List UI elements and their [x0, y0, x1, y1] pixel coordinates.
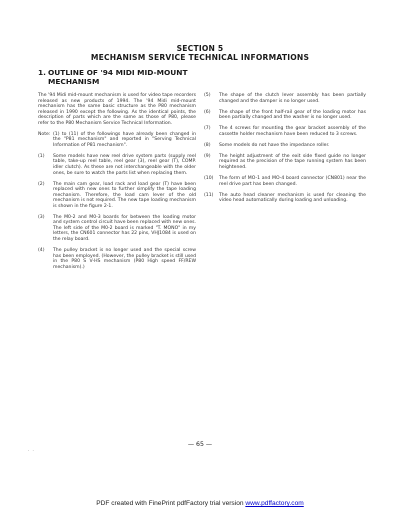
item-text: The M0-2 and M0-3 boards for between the loading motor and system control circuit have been replaced with new ones. The left side of the M0-2 board is marked "T. MONO" in my letters, the CN601 connector has 22 pins, VHJ1084 is used on the relay board.: [53, 214, 196, 243]
note-text: (1) to (11) of the followings have already been changed in the "P81 mechanism" and reported in "Serving Technical Information of P81 mechanism".: [53, 131, 196, 148]
item-label: (6): [204, 109, 211, 115]
item-text: The 4 screws for mounting the gear bracket assembly of the cassette holder mechanism have been reduced to 3 screws.: [219, 126, 366, 137]
list-item: [38, 248, 196, 270]
item-text: The shape of the clutch lever assembly has been partially changed and the damper is no longer used.: [219, 93, 366, 104]
footer-link[interactable]: www.pdffactory.com: [245, 500, 304, 507]
section-title: MECHANISM SERVICE TECHNICAL INFORMATIONS: [90, 53, 310, 62]
item-text: The height adjustment of the exit side fixed guide no longer required as the precision of the tape running system has been heightened.: [219, 153, 366, 170]
note-label: Note:: [38, 131, 51, 137]
outline-heading-text: OUTLINE OF '94 MIDI MID-MOUNT MECHANISM: [48, 68, 188, 86]
item-text: The auto head cleaner mechanism is used for cleaning the video head automatically during loading and unloading.: [219, 192, 366, 204]
item-label: (3): [38, 214, 45, 220]
item-text: Some models have new reel drive system parts (supply reel table, take-up reel table, reel gear (3), reel gear (T), COMP. idler clutch). As these are not interchangeable with the older ones, be sure to watch the parts list when replacing them.: [53, 153, 196, 176]
list-item: [204, 93, 366, 104]
scan-speck-mark: · ·: [28, 448, 35, 453]
intro-paragraph: The '94 Midi mid-mount mechanism is used for video tape recorders released as new products of 1994. The '94 Midi mid-mount mechanism has the same basic structure as the P80 mechanism released in 1990 except the following. As the identical points, the description of parts which are the same as those of P80, please refer to the P80 Mechanism Service Technical Information.: [38, 93, 196, 126]
list-item: [38, 182, 196, 210]
list-item: [204, 154, 366, 171]
item-label: (8): [204, 142, 211, 148]
item-text: Some models do not have the impedance roller.: [219, 142, 330, 148]
list-item: [38, 154, 196, 176]
item-label: (9): [204, 153, 211, 159]
item-label: (7): [204, 126, 211, 132]
page-number: — 65 —: [187, 441, 213, 448]
list-item: [38, 215, 196, 243]
item-text: The pulley bracket is no longer used and the special screw has been employed. (However, the pulley bracket is still used in the P80 S V-HS mechanism (P80 High speed FF/REW mechanism).): [53, 248, 196, 270]
item-label: (2): [38, 181, 45, 187]
note-paragraph: [38, 132, 196, 149]
outline-heading: [38, 69, 198, 86]
item-text: The main cam gear, load rack and load gear (T) have been replaced with new ones to further simplify the tape loading mechanism. Therefore, the load cam lever of the old mechanism is not required. The new tape loading mechanism is shown in the figure 2-1.: [53, 181, 196, 209]
section-number: SECTION 5: [176, 44, 224, 53]
list-item: [204, 143, 366, 149]
item-text: The form of MO-1 and MO-4 board connector (CN801) near the reel drive part has been changed.: [219, 175, 366, 187]
item-label: (4): [38, 248, 45, 254]
pdf-footer: [0, 500, 400, 507]
list-item: [204, 176, 366, 187]
item-label: (5): [204, 93, 211, 98]
left-column: [38, 93, 196, 276]
list-item: [204, 110, 366, 121]
outline-heading-number: 1.: [38, 68, 46, 77]
list-item: [204, 126, 366, 137]
item-label: (10): [204, 175, 214, 181]
list-item: [204, 193, 366, 204]
item-label: (11): [204, 192, 214, 198]
right-column: [204, 93, 366, 209]
item-text: The shape of the front half-rail gear of the loading motor has been partially changed and the washer is no longer used.: [219, 109, 366, 121]
item-label: (1): [38, 153, 45, 159]
footer-text: PDF created with FinePrint pdfFactory trial version: [96, 500, 246, 507]
